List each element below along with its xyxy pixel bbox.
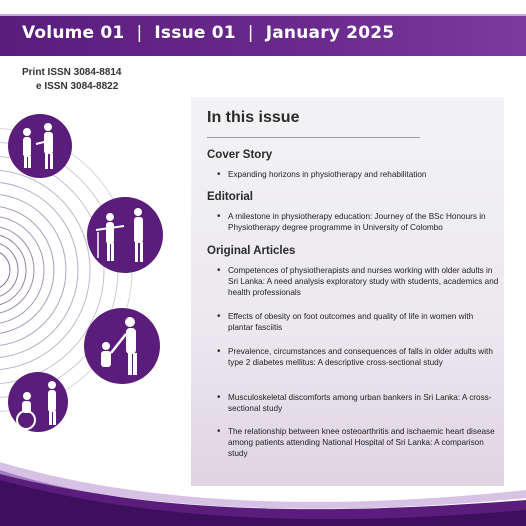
list-item[interactable]: [217, 426, 499, 459]
bullet-icon: •: [217, 265, 221, 276]
print-issn: Print ISSN 3084-8814: [22, 67, 122, 78]
volume-label: Volume 01: [22, 23, 125, 43]
bullet-icon: •: [217, 211, 221, 222]
section-heading-editorial: Editorial: [207, 191, 254, 203]
bullet-icon: •: [217, 169, 221, 180]
contents-panel: [191, 97, 504, 486]
list-item[interactable]: [217, 311, 499, 333]
date-label: January 2025: [265, 23, 395, 43]
arm-exercise-icon: [84, 308, 160, 384]
article-title: Competences of physiotherapists and nurses working with older adults in Sri Lanka: A need analysis exploratory study with students, academics and health professionals: [228, 266, 499, 297]
list-item[interactable]: [217, 169, 499, 180]
e-issn: e ISSN 3084-8822: [36, 81, 119, 92]
article-title: Expanding horizons in physiotherapy and rehabilitation: [228, 170, 427, 179]
walking-assist-icon: [8, 114, 72, 178]
article-title: A milestone in physiotherapy education: Journey of the BSc Honours in Physiotherapy degree programme in University of Colombo: [228, 212, 486, 232]
bullet-icon: •: [217, 392, 221, 403]
separator: |: [247, 23, 254, 43]
bullet-icon: •: [217, 311, 221, 322]
issue-label: Issue 01: [154, 23, 236, 43]
article-title: Prevalence, circumstances and consequences of falls in older adults with type 2 diabetes mellitus: A descriptive cross-sectional study: [228, 347, 493, 367]
parallel-bars-icon: [87, 197, 163, 273]
section-heading-original-articles: Original Articles: [207, 245, 296, 257]
separator: |: [136, 23, 143, 43]
cover-illustration: [0, 100, 200, 450]
issue-banner: [0, 14, 526, 56]
wheelchair-icon: [8, 372, 68, 432]
banner-text: [22, 23, 394, 43]
top-margin: [0, 0, 526, 14]
title-divider: [207, 137, 420, 138]
list-item[interactable]: [217, 392, 499, 414]
section-heading-cover-story: Cover Story: [207, 149, 273, 161]
bullet-icon: •: [217, 426, 221, 437]
article-title: The relationship between knee osteoarthritis and ischaemic heart disease among patients attending National Hospital of Sri Lanka: A comparison study: [228, 427, 495, 458]
list-item[interactable]: [217, 346, 499, 368]
list-item[interactable]: [217, 265, 499, 298]
contents-title: In this issue: [207, 109, 300, 126]
bullet-icon: •: [217, 346, 221, 357]
article-title: Effects of obesity on foot outcomes and quality of life in women with plantar fasciitis: [228, 312, 474, 332]
list-item[interactable]: [217, 211, 499, 233]
article-title: Musculoskeletal discomforts among urban bankers in Sri Lanka: A cross-sectional study: [228, 393, 492, 413]
